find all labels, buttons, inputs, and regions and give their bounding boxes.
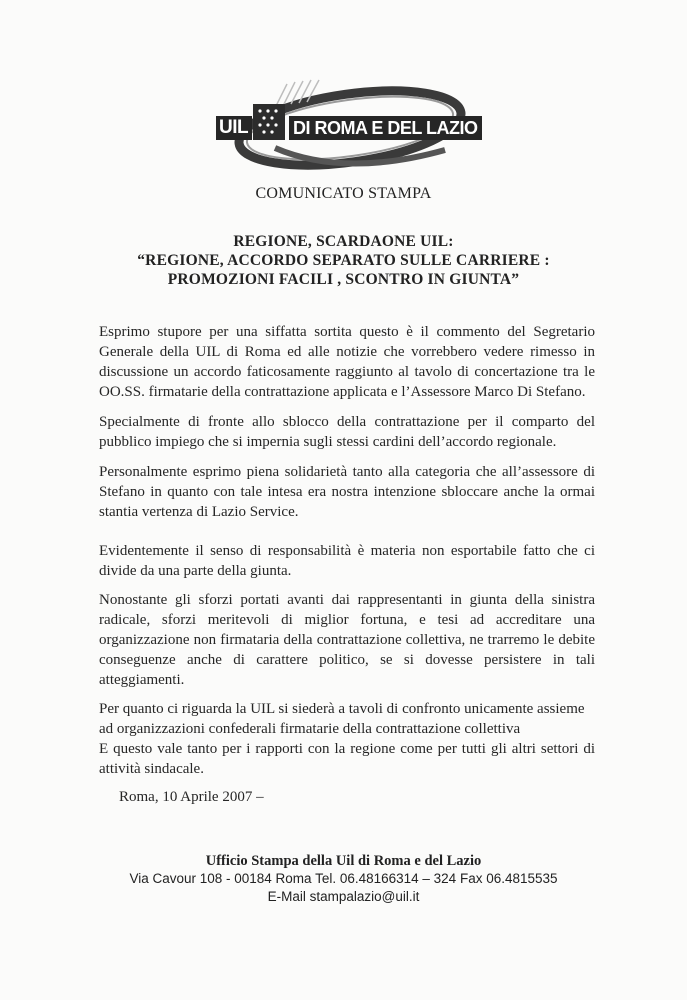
- comunicato-heading: COMUNICATO STAMPA: [255, 185, 432, 202]
- title-line: PROMOZIONI FACILI , SCONTRO IN GIUNTA”: [167, 271, 520, 288]
- body-paragraph: Esprimo stupore per una siffatta sortita questo è il commento del Segretario Generale della UIL di Roma ed alle notizie che vorrebbero vedere rimesso in discussione un accordo faticosamente raggiunto al tavolo di concertazione tra le OO.SS. firmatarie della contrattazione applicata e l’Assessore Marco Di Stefano.: [99, 324, 595, 400]
- body-paragraph: Specialmente di fronte allo sblocco della contrattazione per il comparto del pubblico impiego che si impernia sugli stessi cardini dell’accordo regionale.: [99, 414, 595, 450]
- document-date: Roma, 10 Aprile 2007 –: [119, 789, 264, 805]
- title-line: “REGIONE, ACCORDO SEPARATO SULLE CARRIERE :: [137, 252, 550, 269]
- body-paragraph-group: [99, 699, 595, 779]
- uil-logo: [205, 78, 495, 178]
- body-paragraph: Evidentemente il senso di responsabilità è materia non esportabile fatto che ci divide da una parte della giunta.: [99, 543, 595, 579]
- body-paragraph: Nonostante gli sforzi portati avanti dai rappresentanti in giunta della sinistra radicale, sforzi meritevoli di miglior fortuna, e tesi ad accreditare una organizzazione non firmataria della contrattazione collettiva, ne trarremo le debite conseguenze anche di carattere politico, se si dovesse persistere in tali atteggiamenti.: [99, 592, 595, 688]
- body-paragraph: Personalmente esprimo piena solidarietà tanto alla categoria che all’assessore di Stefano in quanto con tale intesa era nostra intenzione sbloccare anche la ormai stantia vertenza di Lazio Service.: [99, 464, 595, 520]
- press-release-title: [100, 232, 587, 289]
- body-paragraph: E questo vale tanto per i rapporti con la regione come per tutti gli altri settori di attività sindacale.: [99, 741, 595, 777]
- logo-uil-text: UIL: [216, 116, 252, 140]
- footer-office: Ufficio Stampa della Uil di Roma e del Lazio: [205, 853, 482, 869]
- footer-address: Via Cavour 108 - 00184 Roma Tel. 06.48166314 – 324 Fax 06.4815535: [129, 871, 558, 886]
- footer: [0, 852, 687, 906]
- logo-name-text: DI ROMA E DEL LAZIO: [289, 116, 482, 140]
- body-paragraph: Per quanto ci riguarda la UIL si siederà a tavoli di confronto unicamente assieme ad organizzazioni confederali firmatarie della contrattazione collettiva: [99, 701, 585, 737]
- footer-email: E-Mail stampalazio@uil.it: [267, 889, 420, 904]
- title-line: REGIONE, SCARDAONE UIL:: [233, 233, 454, 250]
